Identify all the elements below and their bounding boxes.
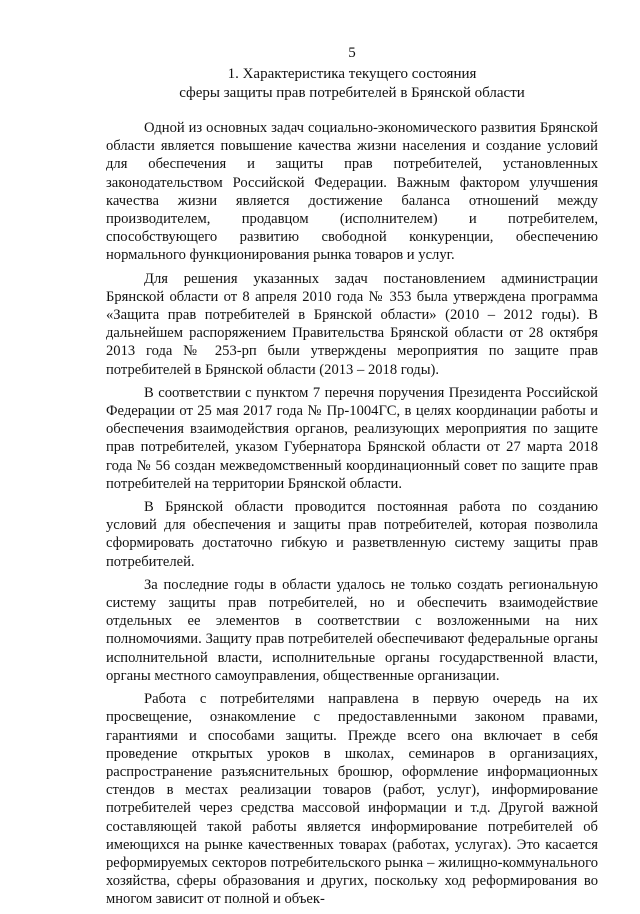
body-text [106, 119, 598, 914]
paragraph-6: Работа с потребителями направлена в первую очередь на их просвещение, ознакомление с предоставленными законом правами, гарантиями и способами защиты. Прежде всего она включает в себя проведение открытых уроков в школах, семинаров в организациях, распространение разъяснительных брошюр, оформление информационных стендов в местах реализации товаров (работ, услуг), информирование потребителей через средства массовой информации и т.д. Другой важной составляющей такой работы является информирование потребителей об имеющихся на рынке качественных товарах (работах, услугах). Это касается реформируемых секторов потребительского рынка – жилищно-коммунального хозяйства, сферы образования и других, поскольку ход реформирования во многом зависит от полной и объек- [106, 691, 598, 908]
document-page [106, 0, 598, 908]
paragraph-4: В Брянской области проводится постоянная работа по созданию условий для обеспечения и защиты прав потребителей, которая позволила сформировать достаточно гибкую и разветвленную систему защиты прав потребителей. [106, 499, 598, 570]
paragraph-2: Для решения указанных задач постановлением администрации Брянской области от 8 апреля 2010 года № 353 была утверждена программа «Защита прав потребителей в Брянской области» (2010 – 2012 годы). В дальнейшем распоряжением Правительства Брянской области от 28 октября 2013 года № 253-рп были утверждены мероприятия по защите прав потребителей в Брянской области (2013 – 2018 годы). [106, 270, 598, 378]
page-number: 5 [348, 45, 356, 61]
section-heading [106, 65, 598, 103]
paragraph-1: Одной из основных задач социально-экономического развития Брянской области является повышение качества жизни населения и создание условий для обеспечения и защиты прав потребителей, установленных законодательством Российской Федерации. Важным фактором улучшения качества жизни является достижение баланса отношений между производителем, продавцом (исполнителем) и потребителем, способствующего развитию свободной конкуренции, обеспечению нормального функционирования рынка товаров и услуг. [106, 120, 598, 264]
paragraph-5: За последние годы в области удалось не только создать региональную систему защиты прав потребителей, но и обеспечить взаимодействие отдельных ее элементов в соответствии с возложенными на них полномочиями. Защиту прав потребителей обеспечивают федеральные органы исполнительной власти, исполнительные органы государственной власти, органы местного самоуправления, общественные организации. [106, 576, 598, 684]
section-heading-line-2: сферы защиты прав потребителей в Брянской области [179, 85, 525, 101]
paragraph-3: В соответствии с пунктом 7 перечня поручения Президента Российской Федерации от 25 мая 2017 года № Пр-1004ГС, в целях координации работы и обеспечения взаимодействия органов, реализующих мероприятия по защите прав потребителей, указом Губернатора Брянской области от 27 марта 2018 года № 56 создан межведомственный координационный совет по защите прав потребителей на территории Брянской области. [106, 384, 598, 492]
section-heading-line-1: 1. Характеристика текущего состояния [227, 66, 477, 82]
